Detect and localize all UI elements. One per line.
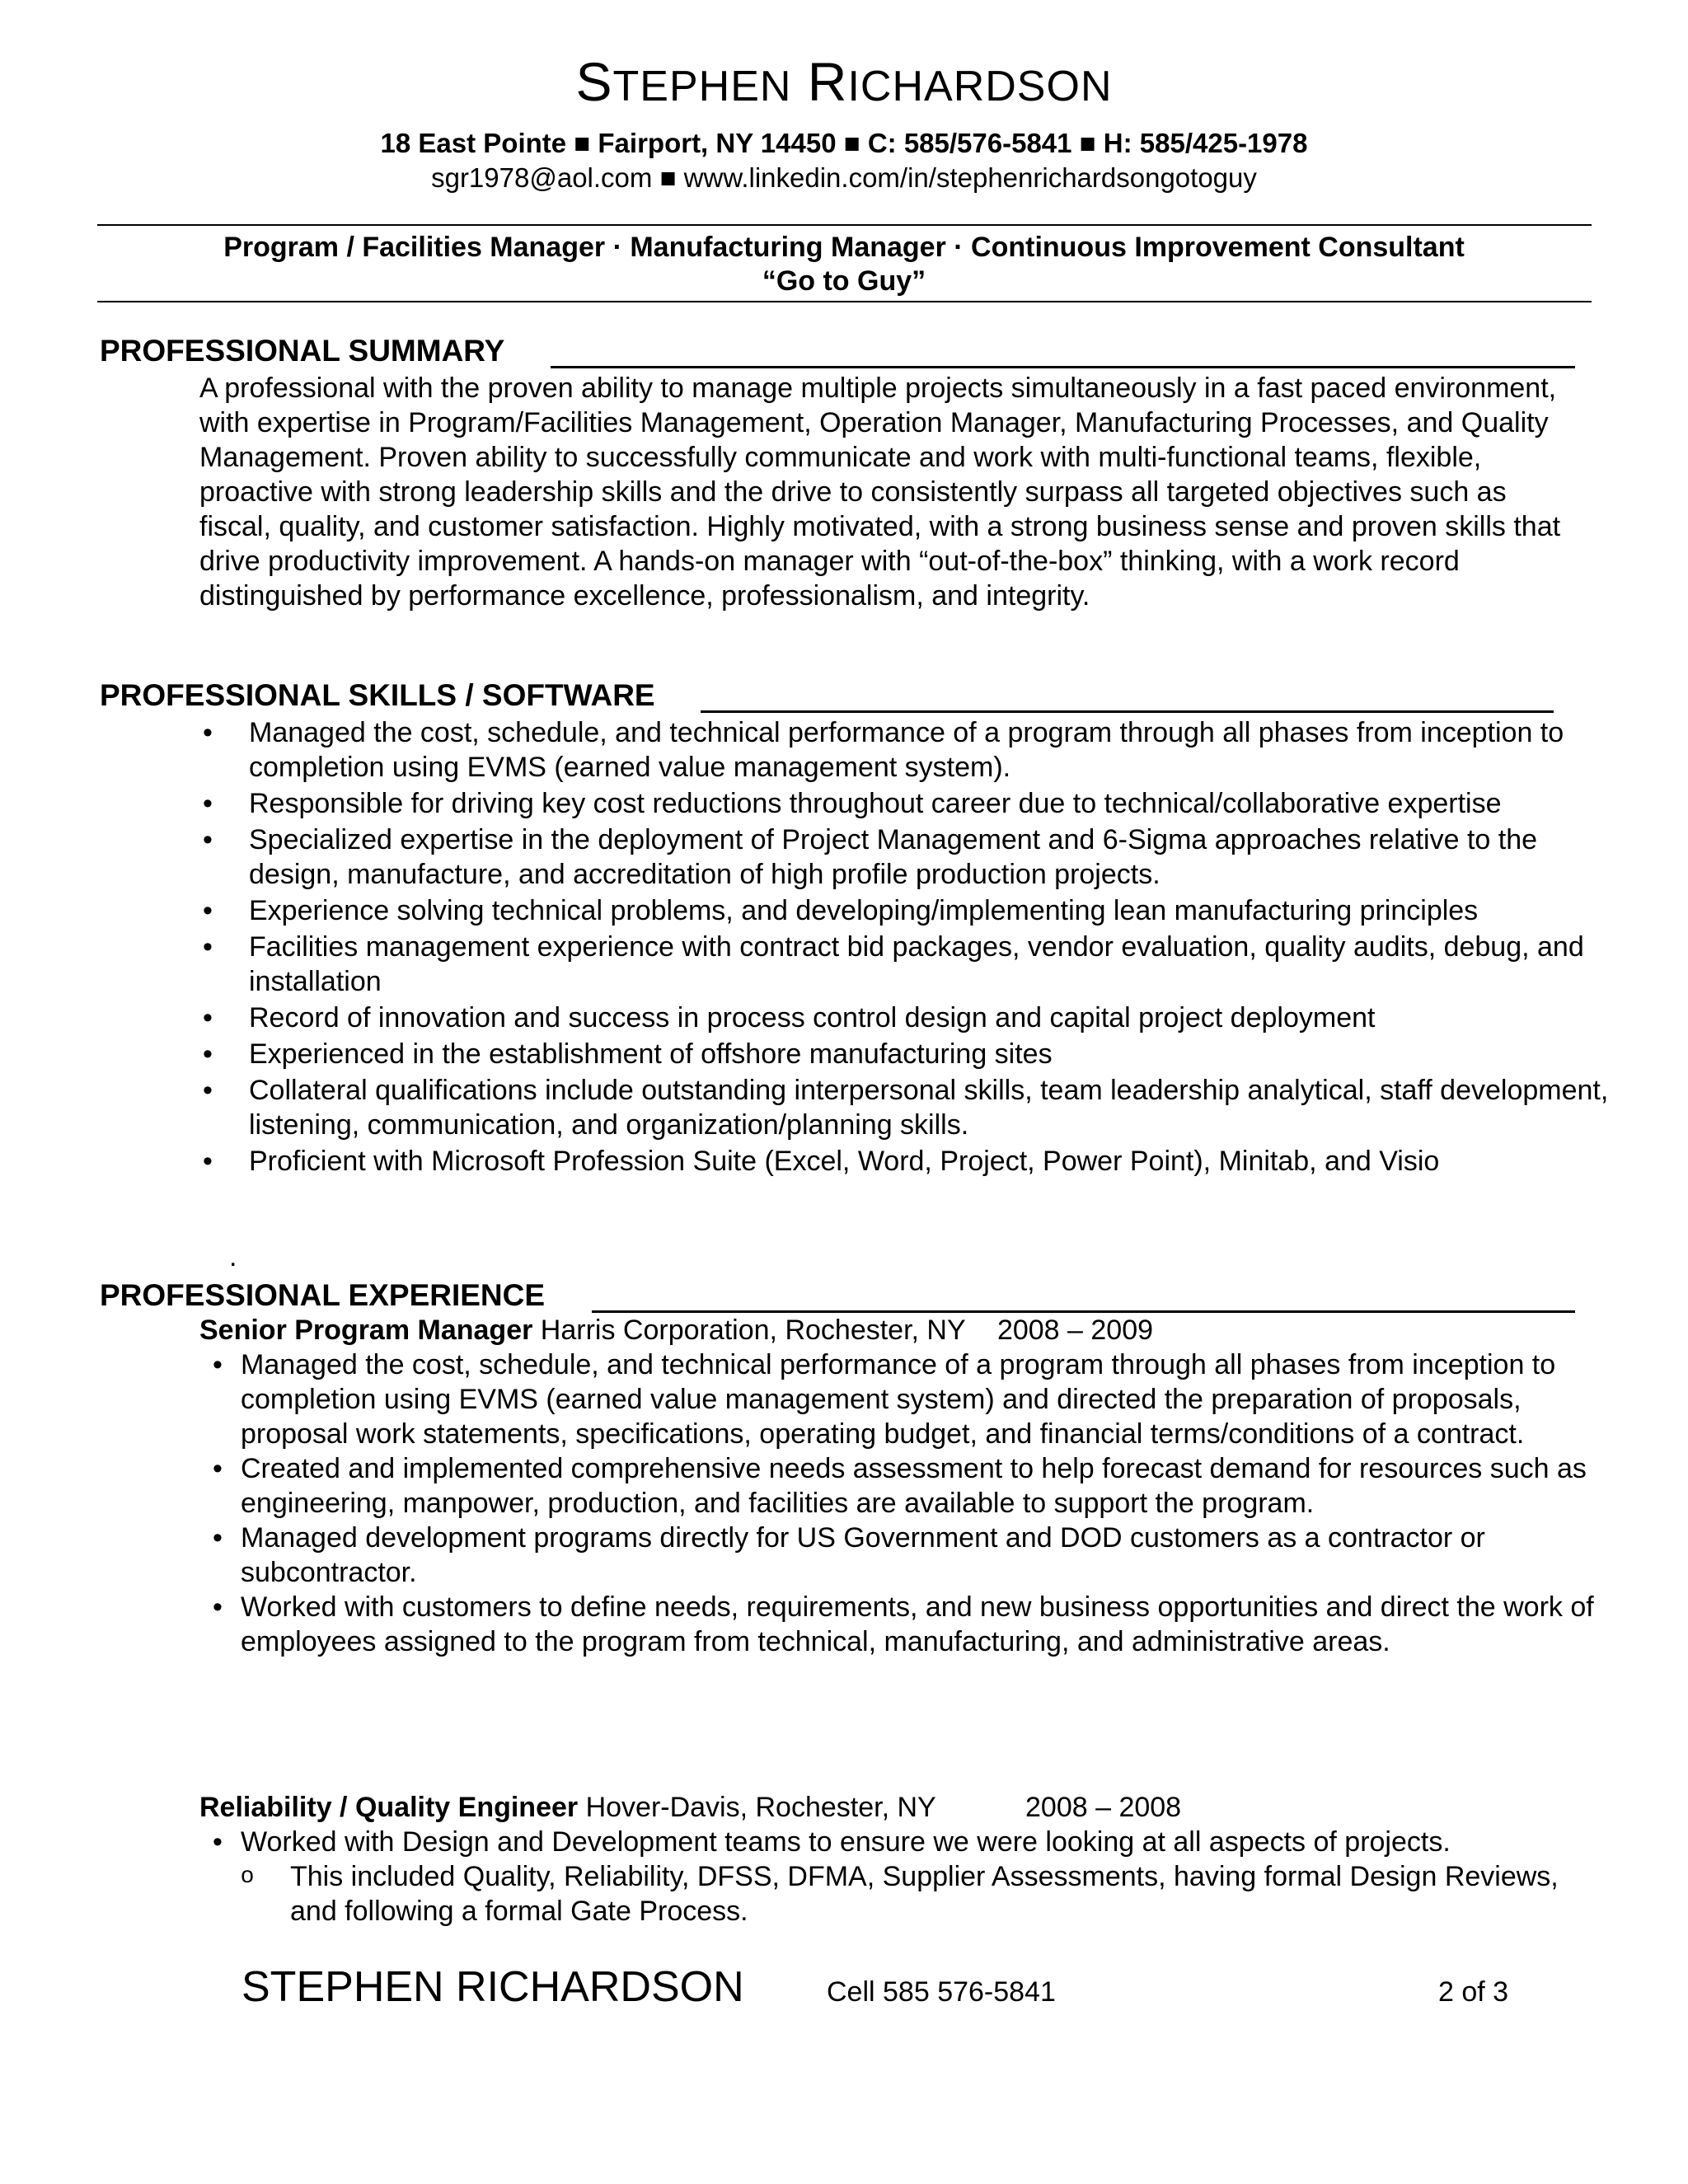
job-bullet: • Managed development programs directly for US Government and DOD customers as a contractor or subcontractor.	[209, 1521, 1611, 1590]
header-divider-bottom	[97, 301, 1592, 302]
open-bullet-icon: o	[241, 1862, 254, 1887]
job-dates: 2008 – 2009	[996, 1315, 1154, 1346]
address-line: 18 East Pointe ■ Fairport, NY 14450 ■ C: 585/576-5841 ■ H: 585/425-1978	[380, 128, 1308, 158]
bullet-icon: •	[203, 1146, 213, 1177]
bullet-icon: •	[203, 895, 213, 926]
tagline-nickname: “Go to Guy”	[762, 265, 926, 297]
job-dates: 2008 – 2008	[1025, 1792, 1182, 1823]
bullet-icon: •	[203, 1075, 213, 1106]
bullet-icon: •	[213, 1522, 223, 1554]
name-last-initial: R	[807, 51, 848, 112]
skills-list	[199, 715, 1617, 1180]
skill-item: • Experience solving technical problems, and developing/implementing lean manufacturing principles	[199, 893, 1617, 928]
name-last-rest: ICHARDSON	[847, 63, 1113, 110]
bullet-icon: •	[203, 824, 213, 855]
footer-name: STEPHEN RICHARDSON	[241, 1963, 744, 2011]
name-first-initial: S	[575, 51, 613, 112]
candidate-name	[0, 51, 1688, 112]
summary-heading: PROFESSIONAL SUMMARY	[100, 334, 505, 368]
skill-item: • Managed the cost, schedule, and technical performance of a program through all phases from inception to completion using EVMS (earned value management system).	[199, 715, 1617, 785]
email-line: sgr1978@aol.com ■ www.linkedin.com/in/stephenrichardsongotoguy	[431, 162, 1257, 193]
job-bullet: • Worked with Design and Development teams to ensure we were looking at all aspects of projects.	[209, 1825, 1611, 1859]
job-sub-bullets	[239, 1859, 1599, 1929]
name-first-rest: TEPHEN	[612, 63, 792, 110]
summary-text: A professional with the proven ability to manage multiple projects simultaneously in a fast paced environment, with expertise in Program/Facilities Management, Operation Manager, Manufacturing Processes, and Quality Management. Proven ability to successfully communicate and work with multi-functional teams, flexible, proactive with strong leadership skills and the drive to consistently surpass all targeted objectives such as fiscal, quality, and customer satisfaction. Highly motivated, with a strong business sense and proven skills that drive productivity improvement. A hands-on manager with “out-of-the-box” thinking, with a work record distinguished by performance excellence, professionalism, and integrity.	[199, 373, 1561, 612]
job-title: Senior Program Manager	[199, 1315, 533, 1346]
footer-cell: Cell 585 576-5841	[827, 1976, 1056, 2008]
job-bullet: • Managed the cost, schedule, and technical performance of a program through all phases from inception to completion using EVMS (earned value management system) and directed the preparation of proposals, proposal work statements, specifications, operating budget, and financial terms/conditions of a contract.	[209, 1347, 1611, 1451]
skill-item: • Facilities management experience with contract bid packages, vendor evaluation, quality audits, debug, and installation	[199, 930, 1617, 999]
bullet-icon: •	[203, 717, 213, 748]
job-bullet: • Worked with customers to define needs, requirements, and new business opportunities and direct the work of employees assigned to the program from technical, manufacturing, and administrative areas.	[209, 1590, 1611, 1659]
skill-item: • Collateral qualifications include outstanding interpersonal skills, team leadership analytical, staff development, listening, communication, and organization/planning skills.	[199, 1073, 1617, 1142]
stray-mark: .	[229, 1241, 237, 1272]
job-bullet: • Created and implemented comprehensive needs assessment to help forecast demand for resources such as engineering, manpower, production, and facilities are available to support the program.	[209, 1451, 1611, 1521]
bullet-icon: •	[203, 931, 213, 963]
job-company: Hover-Davis, Rochester, NY	[585, 1792, 936, 1823]
bullet-icon: •	[203, 1038, 213, 1070]
bullet-icon: •	[213, 1591, 223, 1623]
header-divider-top	[97, 224, 1592, 226]
bullet-icon: •	[203, 788, 213, 819]
summary-heading-rule	[551, 366, 1575, 368]
job-title: Reliability / Quality Engineer	[199, 1792, 579, 1823]
page-number: 2 of 3	[1438, 1976, 1509, 2008]
job-bullets	[209, 1347, 1611, 1659]
bullet-icon: •	[213, 1826, 223, 1858]
job-bullets	[209, 1825, 1611, 1859]
skill-item: • Proficient with Microsoft Profession Suite (Excel, Word, Project, Power Point), Minitab, and Visio	[199, 1144, 1617, 1179]
experience-heading: PROFESSIONAL EXPERIENCE	[100, 1278, 546, 1312]
skill-item: • Experienced in the establishment of offshore manufacturing sites	[199, 1037, 1617, 1071]
skill-item: • Specialized expertise in the deployment of Project Management and 6-Sigma approaches relative to the design, manufacture, and accreditation of high profile production projects.	[199, 823, 1617, 892]
job-title-line	[199, 1790, 1181, 1825]
tagline-roles: Program / Facilities Manager · Manufacturing Manager · Continuous Improvement Consultant	[223, 232, 1465, 263]
job-title-line	[199, 1313, 1153, 1347]
bullet-icon: •	[213, 1453, 223, 1484]
bullet-icon: •	[213, 1349, 223, 1380]
skills-heading-rule	[701, 710, 1554, 713]
bullet-icon: •	[203, 1002, 213, 1033]
skill-item: • Record of innovation and success in process control design and capital project deployment	[199, 1001, 1617, 1035]
skill-item: • Responsible for driving key cost reductions throughout career due to technical/collaborative expertise	[199, 786, 1617, 821]
skills-heading: PROFESSIONAL SKILLS / SOFTWARE	[100, 678, 655, 712]
job-company: Harris Corporation, Rochester, NY	[540, 1315, 966, 1346]
job-sub-bullet: o This included Quality, Reliability, DFSS, DFMA, Supplier Assessments, having formal Design Reviews, and following a formal Gate Process.	[239, 1859, 1599, 1929]
